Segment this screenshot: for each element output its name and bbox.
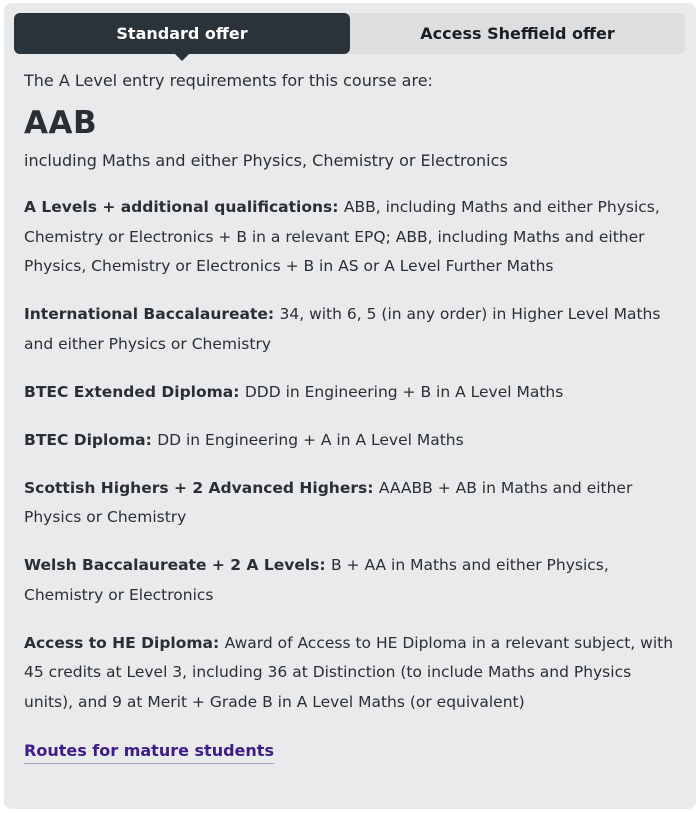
requirement-title: BTEC Extended Diploma: <box>24 382 245 401</box>
requirement-a-levels-additional <box>24 193 684 282</box>
requirement-text: DDD in Engineering + B in A Level Maths <box>244 382 564 401</box>
requirement-title: Scottish Highers + 2 Advanced Highers: <box>24 478 379 497</box>
requirement-text: 34, with 6, 5 (in any order) in Higher Level Maths and either Physics or Chemistry <box>24 305 661 353</box>
requirement-text: ABB, including Maths and either Physics, Chemistry or Electronics + B in a relevant EPQ; ABB, including Maths and either Physics, Chemistry or Electronics + B in AS or A Level Further Maths <box>24 198 660 275</box>
grade-requirement: AAB <box>24 105 98 141</box>
offer-tabs <box>14 13 685 54</box>
requirement-title: BTEC Diploma: <box>24 430 158 449</box>
requirement-text: DD in Engineering + A in A Level Maths <box>157 430 464 449</box>
tab-standard-offer[interactable]: Standard offer <box>14 13 350 54</box>
requirement-international-baccalaureate <box>24 300 684 359</box>
requirement-access-to-he-diploma <box>24 629 684 718</box>
intro-text: The A Level entry requirements for this course are: <box>24 71 433 90</box>
subject-requirement: including Maths and either Physics, Chemistry or Electronics <box>24 151 508 170</box>
routes-for-mature-students-link[interactable]: Routes for mature students <box>24 740 274 764</box>
entry-requirements-panel <box>4 3 696 809</box>
tab-access-sheffield-offer[interactable]: Access Sheffield offer <box>420 24 615 43</box>
requirement-title: A Levels + additional qualifications: <box>24 198 344 216</box>
requirement-text: Award of Access to HE Diploma in a relevant subject, with 45 credits at Level 3, including 36 at Distinction (to include Maths and Physics units), and 9 at Merit + Grade B in A Level Maths (or equivalent) <box>24 633 674 711</box>
requirement-btec-extended-diploma <box>24 378 684 408</box>
requirement-welsh-baccalaureate <box>24 551 684 610</box>
offer-content <box>24 69 684 764</box>
requirement-title: International Baccalaureate: <box>24 305 280 323</box>
requirement-title: Access to HE Diploma: <box>24 633 225 652</box>
requirement-text: AAABB + AB in Maths and either Physics or Chemistry <box>24 478 633 526</box>
requirement-title: Welsh Baccalaureate + 2 A Levels: <box>24 556 331 574</box>
requirement-scottish-highers <box>24 474 684 533</box>
requirement-btec-diploma <box>24 426 684 456</box>
requirement-text: B + AA in Maths and either Physics, Chemistry or Electronics <box>24 556 609 604</box>
